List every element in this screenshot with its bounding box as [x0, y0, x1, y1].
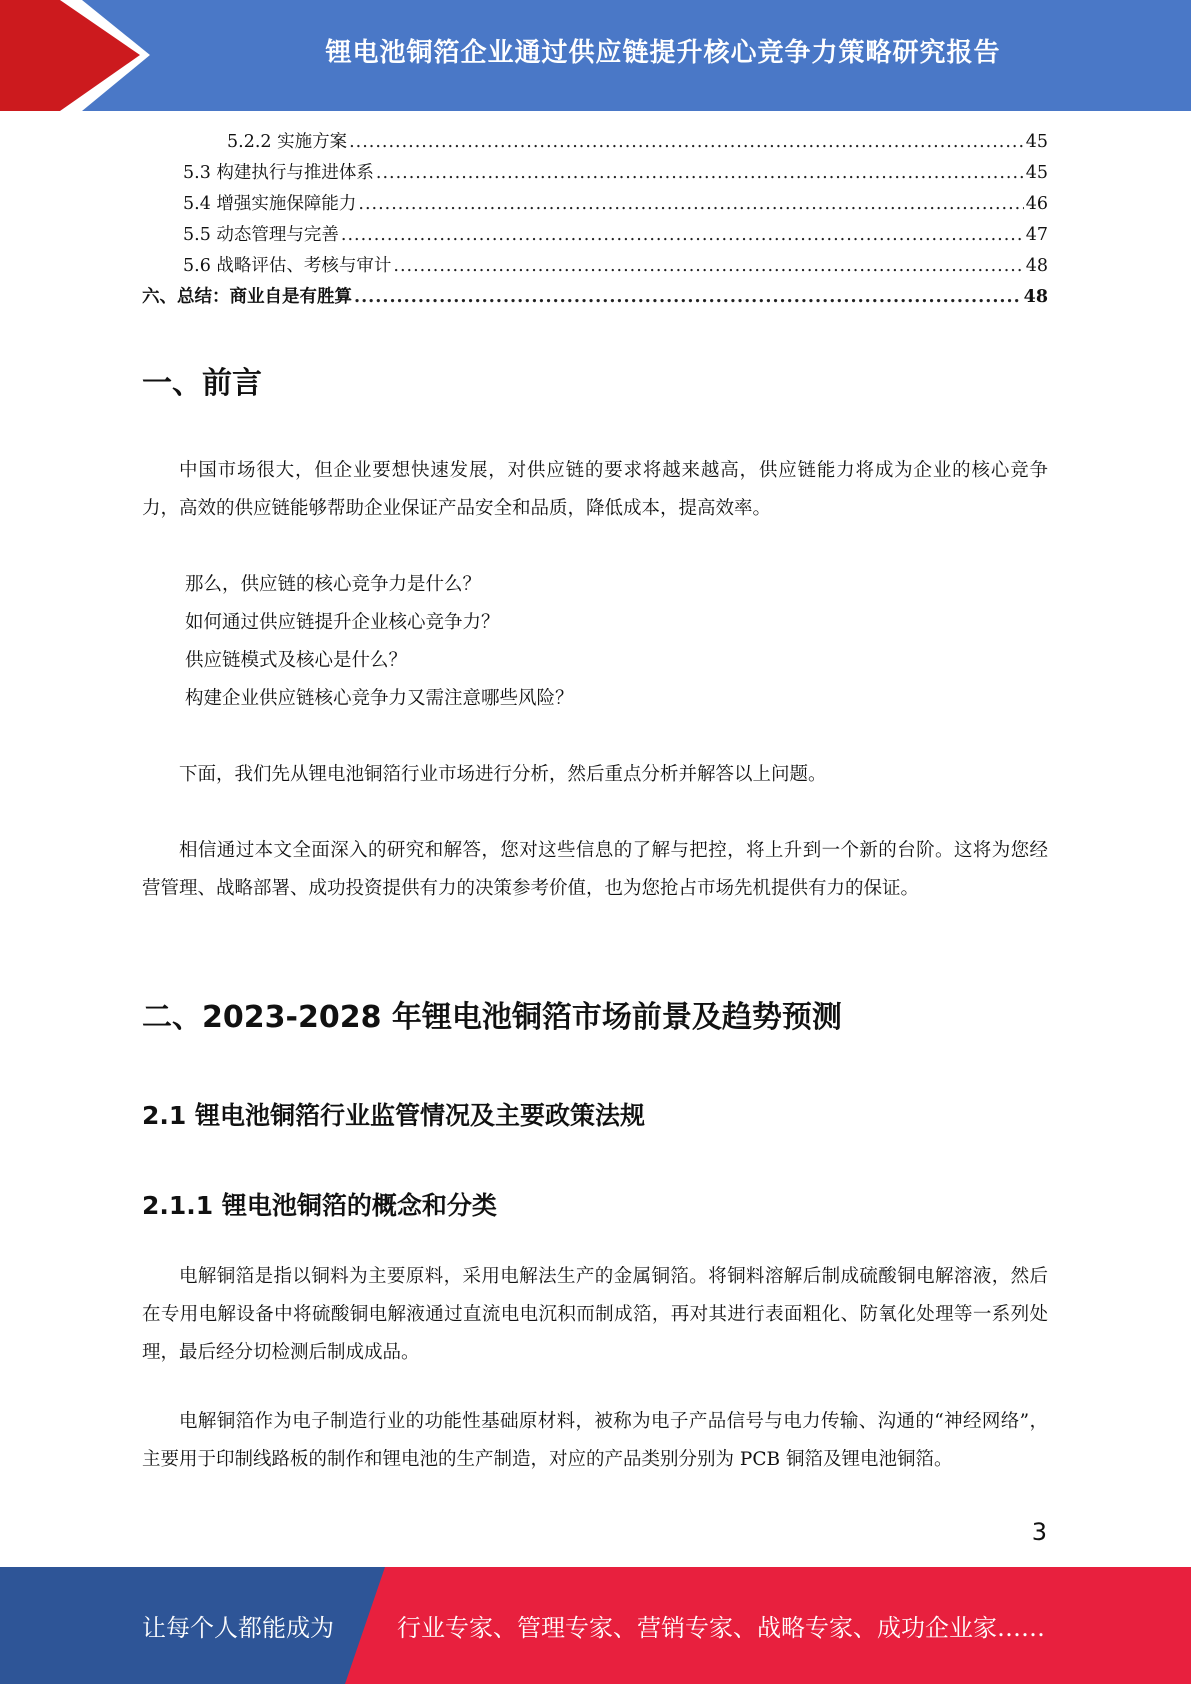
body-paragraph: 电解铜箔作为电子制造行业的功能性基础原材料，被称为电子产品信号与电力传输、沟通的“神经网络”，主要用于印制线路板的制作和锂电池的生产制造，对应的产品类别分别为 PCB 铜箔及锂电池铜箔。	[142, 1411, 1048, 1470]
toc-entry-page: 45	[1025, 132, 1048, 152]
toc-entry[interactable]	[142, 283, 1048, 314]
page-footer	[0, 1567, 1191, 1684]
toc-entry-page: 48	[1023, 287, 1048, 307]
table-of-contents	[142, 128, 1048, 314]
body-paragraph: 电解铜箔是指以铜料为主要原料，采用电解法生产的金属铜箔。将铜料溶解后制成硫酸铜电解溶液，然后在专用电解设备中将硫酸铜电解液通过直流电电沉积而制成箔，再对其进行表面粗化、防氧化处理等一系列处理，最后经分切检测后制成成品。	[142, 1266, 1048, 1363]
question-line: 供应链模式及核心是什么？	[185, 650, 408, 671]
toc-leader-dots	[393, 256, 1023, 276]
toc-leader-dots	[358, 194, 1023, 214]
toc-entry-label: 5.6 战略评估、考核与审计	[183, 256, 392, 276]
toc-leader-dots	[341, 225, 1024, 245]
page-header	[0, 0, 1191, 111]
header-arrow-decoration	[0, 0, 150, 111]
footer-slogan-right: 行业专家、管理专家、营销专家、战略专家、成功企业家……	[397, 1614, 1045, 1642]
section-heading-preface: 一、前言	[142, 366, 262, 401]
toc-entry-page: 45	[1025, 163, 1048, 183]
question-line: 构建企业供应链核心竞争力又需注意哪些风险？	[185, 688, 574, 709]
footer-slogan-left: 让每个人都能成为	[142, 1614, 334, 1642]
preface-paragraph: 相信通过本文全面深入的研究和解答，您对这些信息的了解与把控，将上升到一个新的台阶。这将为您经营管理、战略部署、成功投资提供有力的决策参考价值，也为您抢占市场先机提供有力的保证。	[142, 840, 1048, 899]
toc-entry-page: 48	[1025, 256, 1048, 276]
toc-entry[interactable]	[142, 252, 1048, 283]
toc-entry[interactable]	[142, 190, 1048, 221]
toc-entry[interactable]	[142, 221, 1048, 252]
question-line: 那么，供应链的核心竞争力是什么？	[185, 574, 482, 595]
report-title: 锂电池铜箔企业通过供应链提升核心竞争力策略研究报告	[325, 37, 1001, 68]
toc-entry[interactable]	[142, 159, 1048, 190]
toc-entry-label: 5.2.2 实施方案	[227, 132, 348, 152]
subsection-heading: 2.1 锂电池铜箔行业监管情况及主要政策法规	[142, 1101, 645, 1130]
preface-paragraph: 中国市场很大，但企业要想快速发展，对供应链的要求将越来越高，供应链能力将成为企业的核心竞争力，高效的供应链能够帮助企业保证产品安全和品质，降低成本，提高效率。	[142, 460, 1048, 519]
toc-entry-label: 5.4 增强实施保障能力	[183, 194, 357, 214]
preface-paragraph: 下面，我们先从锂电池铜箔行业市场进行分析，然后重点分析并解答以上问题。	[179, 764, 827, 785]
toc-entry-label: 5.3 构建执行与推进体系	[183, 163, 374, 183]
subsubsection-heading: 2.1.1 锂电池铜箔的概念和分类	[142, 1191, 497, 1220]
toc-entry-label: 5.5 动态管理与完善	[183, 225, 339, 245]
question-line: 如何通过供应链提升企业核心竞争力？	[185, 612, 500, 633]
toc-leader-dots	[349, 132, 1024, 152]
toc-entry-page: 47	[1025, 225, 1048, 245]
toc-entry[interactable]	[142, 128, 1048, 159]
section-heading-market-outlook: 二、2023-2028 年锂电池铜箔市场前景及趋势预测	[142, 1000, 842, 1035]
toc-leader-dots	[376, 163, 1024, 183]
page-number: 3	[1031, 1518, 1047, 1546]
toc-leader-dots	[354, 287, 1022, 307]
toc-entry-label: 六、总结：商业自是有胜算	[142, 287, 352, 307]
toc-entry-page: 46	[1025, 194, 1048, 214]
